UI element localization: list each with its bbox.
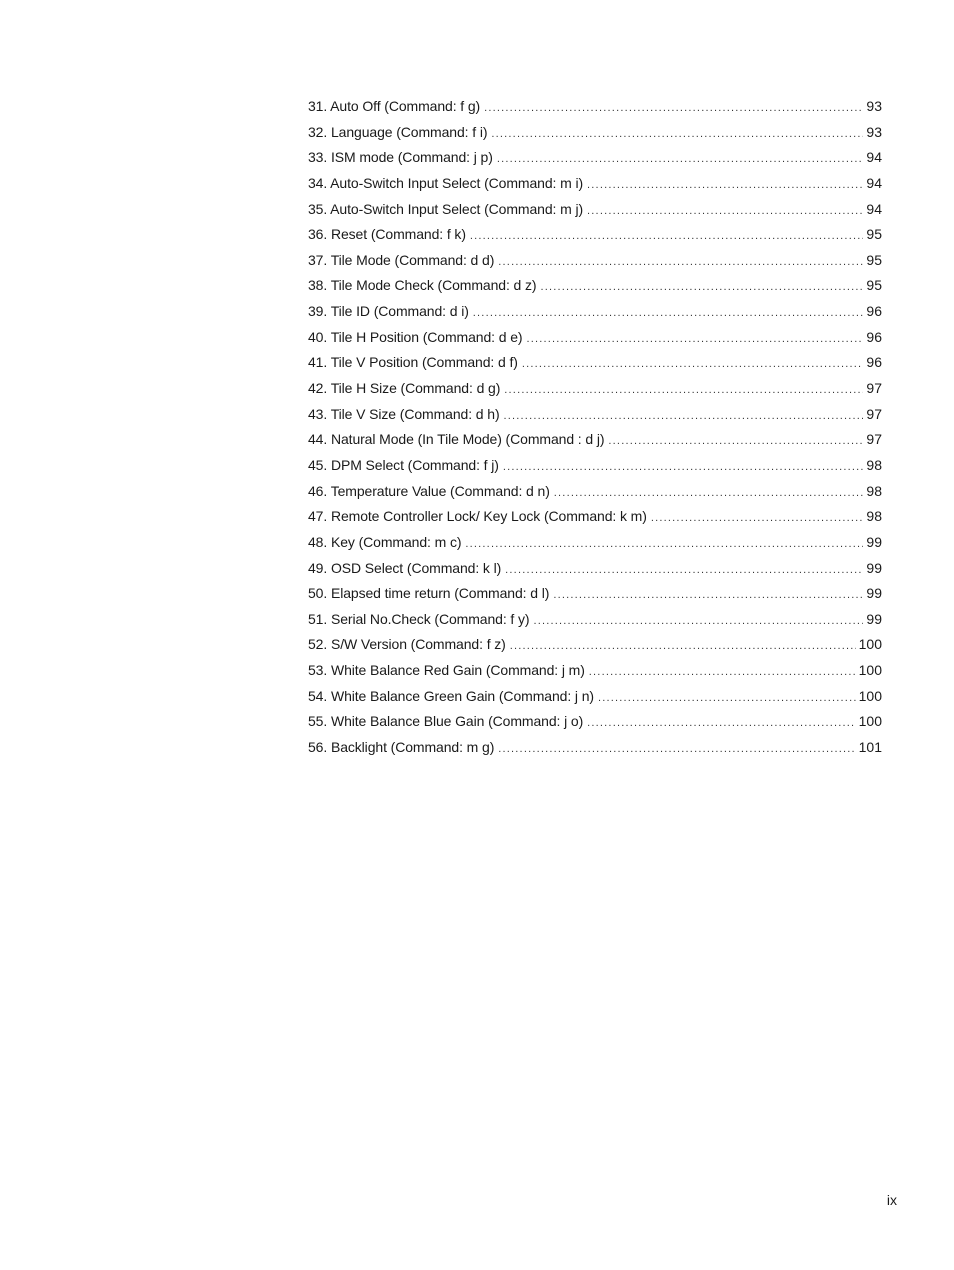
page-number: ix <box>886 1192 897 1208</box>
dot-leader <box>504 405 864 427</box>
dot-leader <box>491 123 863 145</box>
toc-entry-title: 33. ISM mode (Command: j p) <box>308 149 493 166</box>
toc-entry-title: 42. Tile H Size (Command: d g) <box>308 380 501 397</box>
toc-entry-title: 44. Natural Mode (In Tile Mode) (Command : d j) <box>308 431 605 448</box>
dot-leader <box>554 482 864 504</box>
toc-entry-title: 31. Auto Off (Command: f g) <box>308 98 481 114</box>
toc-entry[interactable] <box>308 505 882 531</box>
dot-leader <box>587 200 863 222</box>
toc-entry-page: 95 <box>866 277 882 294</box>
dot-leader <box>526 328 863 350</box>
toc-entry[interactable] <box>308 557 882 583</box>
toc-entry[interactable] <box>308 428 882 454</box>
toc-entry[interactable] <box>308 608 882 634</box>
toc-entry[interactable] <box>308 377 882 403</box>
toc-entry[interactable] <box>308 403 882 429</box>
toc-entry-page: 95 <box>866 226 882 243</box>
dot-leader <box>533 610 863 632</box>
toc-entry-title: 48. Key (Command: m c) <box>308 533 462 550</box>
dot-leader <box>473 302 864 324</box>
toc-entry-title: 51. Serial No.Check (Command: f y) <box>308 610 530 627</box>
dot-leader <box>465 533 863 555</box>
table-of-contents <box>308 95 882 762</box>
dot-leader <box>504 379 863 401</box>
dot-leader <box>510 635 856 657</box>
toc-entry-page: 97 <box>866 405 882 422</box>
dot-leader <box>484 97 863 119</box>
dot-leader <box>587 174 863 196</box>
toc-entry-title: 46. Temperature Value (Command: d n) <box>308 482 550 499</box>
dot-leader <box>498 738 855 760</box>
toc-entry-title: 45. DPM Select (Command: f j) <box>308 456 499 473</box>
dot-leader <box>503 456 864 478</box>
toc-entry-title: 39. Tile ID (Command: d i) <box>308 303 469 320</box>
toc-entry[interactable] <box>308 95 882 121</box>
toc-entry-page: 95 <box>866 251 882 268</box>
toc-entry[interactable] <box>308 274 882 300</box>
dot-leader <box>608 430 863 452</box>
toc-entry-title: 38. Tile Mode Check (Command: d z) <box>308 277 537 294</box>
toc-entry[interactable] <box>308 121 882 147</box>
toc-entry-title: 36. Reset (Command: f k) <box>308 226 466 243</box>
toc-entry-title: 52. S/W Version (Command: f z) <box>308 636 506 653</box>
dot-leader <box>498 251 863 273</box>
dot-leader <box>540 276 863 298</box>
toc-entry-title: 47. Remote Controller Lock/ Key Lock (Command: k m) <box>308 508 647 525</box>
dot-leader <box>497 148 864 170</box>
toc-entry[interactable] <box>308 736 882 762</box>
toc-entry[interactable] <box>308 198 882 224</box>
toc-entry[interactable] <box>308 582 882 608</box>
toc-entry[interactable] <box>308 223 882 249</box>
toc-entry-page: 99 <box>866 533 882 550</box>
toc-entry-page: 98 <box>866 508 882 525</box>
toc-entry-page: 94 <box>866 174 882 191</box>
toc-entry-title: 43. Tile V Size (Command: d h) <box>308 405 500 422</box>
dot-leader <box>505 559 863 581</box>
toc-entry[interactable] <box>308 454 882 480</box>
toc-entry-page: 99 <box>866 559 882 576</box>
toc-entry[interactable] <box>308 531 882 557</box>
toc-entry-page: 99 <box>866 610 882 627</box>
toc-entry-title: 54. White Balance Green Gain (Command: j n) <box>308 687 594 704</box>
dot-leader <box>651 507 864 529</box>
toc-entry[interactable] <box>308 172 882 198</box>
toc-entry-page: 98 <box>866 482 882 499</box>
toc-entry-title: 40. Tile H Position (Command: d e) <box>308 328 523 345</box>
toc-entry-title: 49. OSD Select (Command: k l) <box>308 559 502 576</box>
dot-leader <box>470 225 864 247</box>
toc-entry[interactable] <box>308 710 882 736</box>
toc-entry-page: 97 <box>866 431 882 448</box>
toc-entry-title: 34. Auto-Switch Input Select (Command: m i) <box>308 174 584 191</box>
toc-entry[interactable] <box>308 685 882 711</box>
toc-entry[interactable] <box>308 146 882 172</box>
toc-entry-page: 96 <box>866 303 882 320</box>
dot-leader <box>522 353 864 375</box>
toc-entry-title: 50. Elapsed time return (Command: d l) <box>308 585 550 602</box>
toc-entry[interactable] <box>308 249 882 275</box>
toc-entry-page: 100 <box>858 662 882 679</box>
toc-entry-page: 97 <box>866 380 882 397</box>
toc-entry[interactable] <box>308 480 882 506</box>
dot-leader <box>589 661 856 683</box>
toc-entry-page: 99 <box>866 585 882 602</box>
toc-entry[interactable] <box>308 351 882 377</box>
toc-entry-page: 93 <box>866 98 882 114</box>
toc-entry-title: 53. White Balance Red Gain (Command: j m) <box>308 662 585 679</box>
toc-entry-page: 100 <box>858 687 882 704</box>
toc-entry-title: 56. Backlight (Command: m g) <box>308 739 495 756</box>
toc-entry-page: 100 <box>858 713 882 730</box>
toc-entry[interactable] <box>308 659 882 685</box>
toc-entry[interactable] <box>308 326 882 352</box>
toc-entry[interactable] <box>308 300 882 326</box>
toc-entry-title: 41. Tile V Position (Command: d f) <box>308 354 518 371</box>
toc-entry-page: 93 <box>866 123 882 140</box>
toc-entry[interactable] <box>308 633 882 659</box>
toc-entry-page: 96 <box>866 354 882 371</box>
toc-entry-page: 101 <box>858 739 882 756</box>
toc-entry-page: 94 <box>866 200 882 217</box>
toc-entry-page: 98 <box>866 456 882 473</box>
toc-entry-title: 37. Tile Mode (Command: d d) <box>308 251 495 268</box>
toc-entry-title: 55. White Balance Blue Gain (Command: j o) <box>308 713 584 730</box>
toc-entry-page: 96 <box>866 328 882 345</box>
toc-entry-page: 100 <box>858 636 882 653</box>
dot-leader <box>598 687 856 709</box>
dot-leader <box>587 712 855 734</box>
toc-entry-title: 32. Language (Command: f i) <box>308 123 488 140</box>
toc-entry-title: 35. Auto-Switch Input Select (Command: m j) <box>308 200 584 217</box>
toc-entry-page: 94 <box>866 149 882 166</box>
dot-leader <box>553 584 863 606</box>
